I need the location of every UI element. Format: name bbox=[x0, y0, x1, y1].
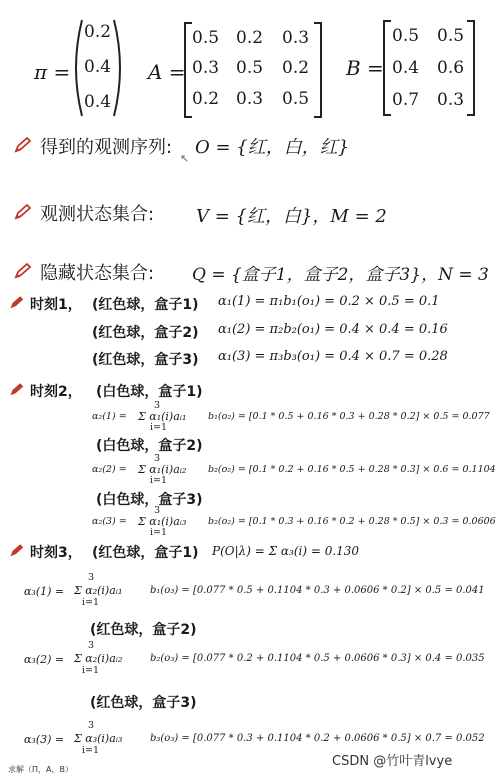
pencil-icon bbox=[10, 544, 24, 557]
t3-tag: (红色球，盒子2) bbox=[90, 622, 197, 638]
section-observation-seq-formula: O = {红，白，红} bbox=[195, 137, 350, 158]
t3-row-lhs: α₃(1) = bbox=[24, 585, 65, 598]
pi-1: 0.4 bbox=[84, 57, 112, 77]
pencil-icon bbox=[14, 137, 32, 153]
sum-bottom: i=1 bbox=[150, 475, 168, 486]
pencil-icon bbox=[14, 263, 32, 279]
t1-tag: (红色球，盒子1) bbox=[92, 297, 199, 313]
t2-row bbox=[92, 400, 492, 433]
t2-row-sum: Σ α₁(i)aᵢ₃ bbox=[138, 515, 187, 528]
B-cell: 0.7 bbox=[392, 90, 420, 110]
B-matrix bbox=[383, 20, 475, 116]
sum-top: 3 bbox=[88, 640, 95, 651]
t1-eq: α₁(3) = π₃b₃(o₁) = 0.4 × 0.7 = 0.28 bbox=[218, 349, 448, 364]
t3-row bbox=[24, 720, 494, 754]
t2-row bbox=[92, 453, 496, 486]
t3-row-sum: Σ α₂(i)aᵢ₂ bbox=[74, 652, 123, 665]
sum-top: 3 bbox=[154, 505, 161, 516]
A-bracket-right bbox=[314, 22, 322, 118]
sum-bottom: i=1 bbox=[82, 597, 100, 608]
pi-0: 0.2 bbox=[84, 22, 112, 42]
B-bracket-left bbox=[383, 20, 391, 116]
t2-tag: (白色球，盒子3) bbox=[96, 492, 203, 508]
t1-eq: α₁(1) = π₁b₁(o₁) = 0.2 × 0.5 = 0.1 bbox=[218, 294, 440, 309]
A-cell: 0.5 bbox=[282, 89, 310, 109]
B-cell: 0.5 bbox=[437, 26, 465, 46]
t2-title: 时刻2， bbox=[30, 384, 82, 400]
t1-tag: (红色球，盒子2) bbox=[92, 325, 199, 341]
t2-row-lhs: α₂(2) = bbox=[92, 464, 127, 475]
section-hidden-set-label: 隐藏状态集合: bbox=[40, 263, 155, 284]
sum-top: 3 bbox=[154, 453, 161, 464]
t2-tag: (白色球，盒子2) bbox=[96, 438, 203, 454]
t2-row-lhs: α₂(3) = bbox=[92, 516, 127, 527]
t3-title: 时刻3， bbox=[30, 545, 82, 561]
A-cell: 0.2 bbox=[236, 28, 264, 48]
B-bracket-right bbox=[467, 20, 475, 116]
A-cell: 0.3 bbox=[282, 28, 310, 48]
section-hidden-set-formula: Q = {盒子1，盒子2，盒子3}，N = 3 bbox=[192, 265, 489, 285]
t3-row bbox=[24, 572, 494, 606]
t2-row-rhs: b₁(o₂) = [0.1 * 0.5 + 0.16 * 0.3 + 0.28 * 0.2] × 0.5 = 0.077 bbox=[208, 411, 490, 422]
t1-eq: α₁(2) = π₂b₂(o₁) = 0.4 × 0.4 = 0.16 bbox=[218, 322, 448, 337]
t2-row-lhs: α₂(1) = bbox=[92, 411, 127, 422]
t3-row-rhs: b₁(o₃) = [0.077 * 0.5 + 0.1104 * 0.3 + 0.0606 * 0.2] × 0.5 = 0.041 bbox=[150, 585, 485, 596]
A-cell: 0.3 bbox=[236, 89, 264, 109]
sum-bottom: i=1 bbox=[82, 745, 100, 756]
section-observation-seq-label: 得到的观测序列: bbox=[40, 137, 173, 158]
pencil-icon bbox=[10, 383, 24, 396]
A-cell: 0.2 bbox=[282, 58, 310, 78]
sum-bottom: i=1 bbox=[82, 665, 100, 676]
B-label: B = bbox=[346, 56, 384, 80]
A-cell: 0.3 bbox=[192, 58, 220, 78]
t3-row-lhs: α₃(2) = bbox=[24, 653, 65, 666]
pi-label: π = bbox=[34, 60, 71, 84]
A-cell: 0.2 bbox=[192, 89, 220, 109]
t3-prob: P(O|λ) = Σ α₃(i) = 0.130 bbox=[212, 544, 360, 558]
B-cell: 0.4 bbox=[392, 58, 420, 78]
cursor-icon: ↖ bbox=[180, 152, 190, 165]
sum-top: 3 bbox=[154, 400, 161, 411]
pencil-icon bbox=[10, 296, 24, 309]
t3-row bbox=[24, 640, 494, 674]
sum-top: 3 bbox=[88, 720, 95, 731]
B-cell: 0.5 bbox=[392, 26, 420, 46]
sum-bottom: i=1 bbox=[150, 527, 168, 538]
t2-row bbox=[92, 505, 496, 538]
section-observation-set-label: 观测状态集合: bbox=[40, 204, 155, 225]
csdn-watermark: CSDN @竹叶青lvye bbox=[330, 750, 454, 769]
pi-2: 0.4 bbox=[84, 92, 112, 112]
t3-row-sum: Σ α₃(i)aᵢ₃ bbox=[74, 732, 123, 745]
footer-note: 求解（Π，A，B） bbox=[8, 765, 73, 774]
sum-top: 3 bbox=[88, 572, 95, 583]
t3-row-rhs: b₂(o₃) = [0.077 * 0.2 + 0.1104 * 0.5 + 0.0606 * 0.3] × 0.4 = 0.035 bbox=[150, 653, 485, 664]
A-bracket-left bbox=[184, 22, 192, 118]
t2-row-rhs: b₂(o₂) = [0.1 * 0.2 + 0.16 * 0.5 + 0.28 * 0.3] × 0.6 = 0.1104 bbox=[208, 464, 496, 475]
t3-row-rhs: b₃(o₃) = [0.077 * 0.3 + 0.1104 * 0.2 + 0.0606 * 0.5] × 0.7 = 0.052 bbox=[150, 733, 485, 744]
B-cell: 0.6 bbox=[437, 58, 465, 78]
A-label: A = bbox=[148, 60, 186, 84]
pi-vector bbox=[72, 16, 124, 120]
t1-title: 时刻1， bbox=[30, 297, 82, 313]
t1-tag: (红色球，盒子3) bbox=[92, 352, 199, 368]
t3-tag: (红色球，盒子3) bbox=[90, 695, 197, 711]
B-cell: 0.3 bbox=[437, 90, 465, 110]
section-observation-set-formula: V = {红，白}，M = 2 bbox=[196, 206, 387, 227]
t2-row-sum: Σ α₁(i)aᵢ₂ bbox=[138, 463, 187, 476]
pencil-icon bbox=[14, 204, 32, 220]
A-cell: 0.5 bbox=[236, 58, 264, 78]
A-cell: 0.5 bbox=[192, 28, 220, 48]
t3-row-sum: Σ α₂(i)aᵢ₁ bbox=[74, 584, 123, 597]
t2-row-sum: Σ α₁(i)aᵢ₁ bbox=[138, 410, 187, 423]
sum-bottom: i=1 bbox=[150, 422, 168, 433]
t3-tag: (红色球，盒子1) bbox=[92, 545, 199, 561]
t3-row-lhs: α₃(3) = bbox=[24, 733, 65, 746]
t2-tag: (白色球，盒子1) bbox=[96, 384, 203, 400]
A-matrix bbox=[184, 22, 322, 118]
t2-row-rhs: b₂(o₂) = [0.1 * 0.3 + 0.16 * 0.2 + 0.28 * 0.5] × 0.3 = 0.0606 bbox=[208, 516, 496, 527]
